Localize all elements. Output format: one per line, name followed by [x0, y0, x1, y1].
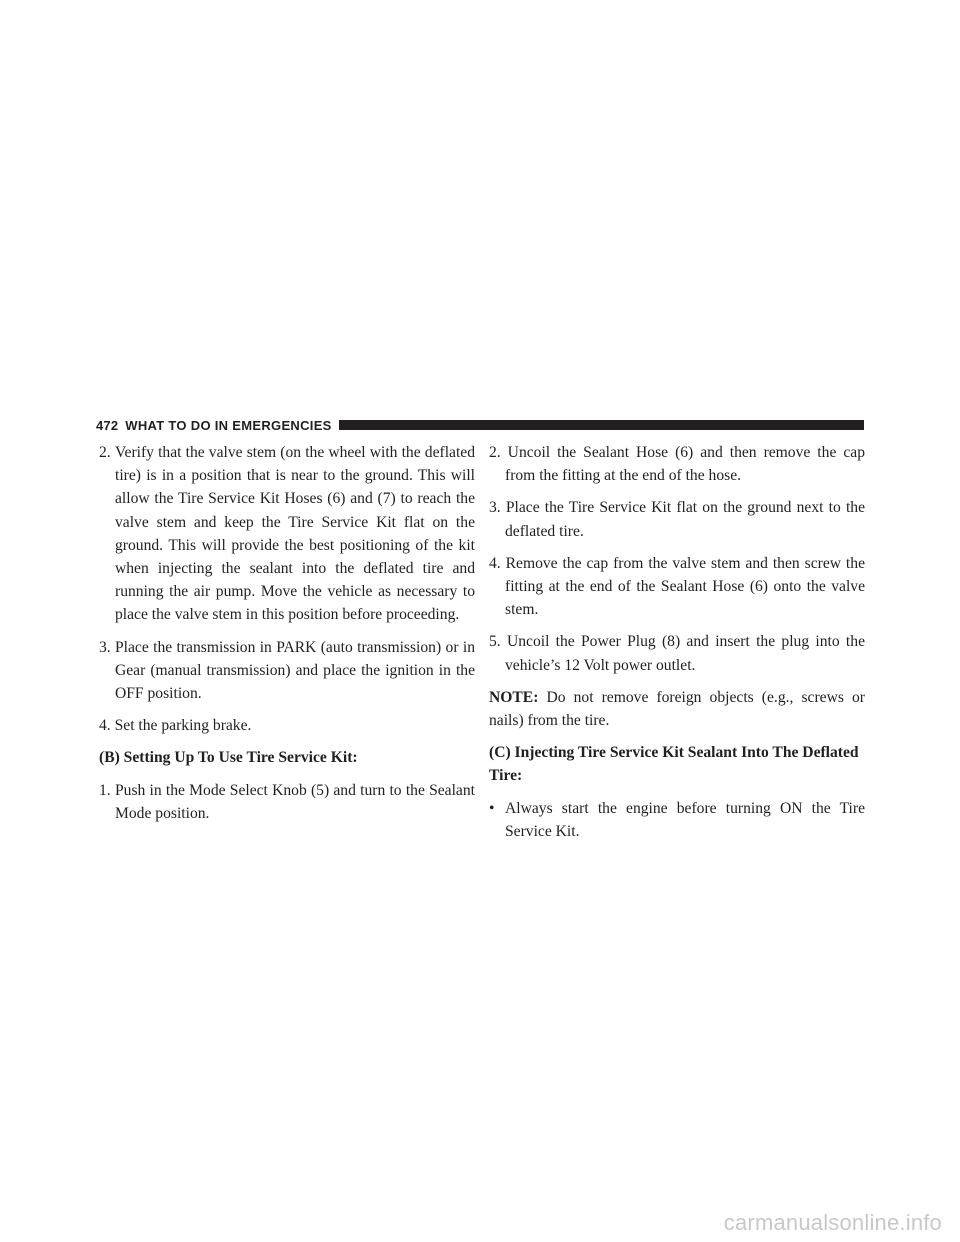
heading-c-injecting-sealant: (C) Injecting Tire Service Kit Sealant Into The Deflated Tire:: [489, 744, 859, 785]
watermark: carmanualsonline.info: [723, 1210, 942, 1235]
note-label: NOTE:: [489, 688, 539, 706]
header-rule: [339, 420, 864, 430]
note: [489, 686, 865, 732]
note-text: Do not remove foreign objects (e.g., screws or nails) from the tire.: [489, 688, 865, 730]
page-number: 472: [96, 417, 119, 433]
step-3-place-kit: 3. Place the Tire Service Kit flat on the ground next to the deflated tire.: [489, 499, 865, 540]
step-4-parking-brake: 4. Set the parking brake.: [99, 717, 252, 735]
bullet-text: Always start the engine before turning ON the Tire Service Kit.: [505, 799, 865, 840]
step-3-transmission: [99, 636, 475, 706]
bullet-icon: •: [489, 799, 495, 817]
step-number: 1.: [99, 781, 111, 799]
step-text: Place the transmission in PARK (auto transmission) or in Gear (manual transmission) and place the ignition in the OFF position.: [115, 638, 475, 703]
step-number: 3.: [99, 638, 111, 656]
step-number: 2.: [99, 444, 111, 461]
step-1-mode-select-knob: [99, 779, 475, 825]
left-column: [99, 441, 475, 834]
heading-b-setting-up: (B) Setting Up To Use Tire Service Kit:: [99, 749, 358, 767]
step-4-remove-cap: 4. Remove the cap from the valve stem and then screw the fitting at the end of the Sealant Hose (6) onto the valve stem.: [489, 554, 865, 619]
bullet-start-engine: [489, 797, 865, 843]
right-column: [489, 441, 865, 852]
step-5-power-plug: 5. Uncoil the Power Plug (8) and insert the plug into the vehicle’s 12 Volt power outlet.: [489, 633, 865, 674]
page-header: [96, 416, 864, 434]
step-2-verify-valve-stem: [99, 441, 475, 627]
step-2-uncoil-sealant-hose: 2. Uncoil the Sealant Hose (6) and then remove the cap from the fitting at the end of the hose.: [489, 444, 865, 485]
section-title: WHAT TO DO IN EMERGENCIES: [125, 417, 332, 433]
step-text: Push in the Mode Select Knob (5) and turn to the Sealant Mode position.: [115, 781, 475, 822]
step-text: Verify that the valve stem (on the wheel with the deflated tire) is in a position that is near to the ground. This will allow the Tire Service Kit Hoses (6) and (7) to reach the valve stem and keep the Tire Service Kit flat on the ground. This will provide the best positioning of the kit when injecting the sealant into the deflated tire and running the air pump. Move the vehicle as necessary to place the valve stem in this position before proceeding.: [115, 444, 475, 624]
